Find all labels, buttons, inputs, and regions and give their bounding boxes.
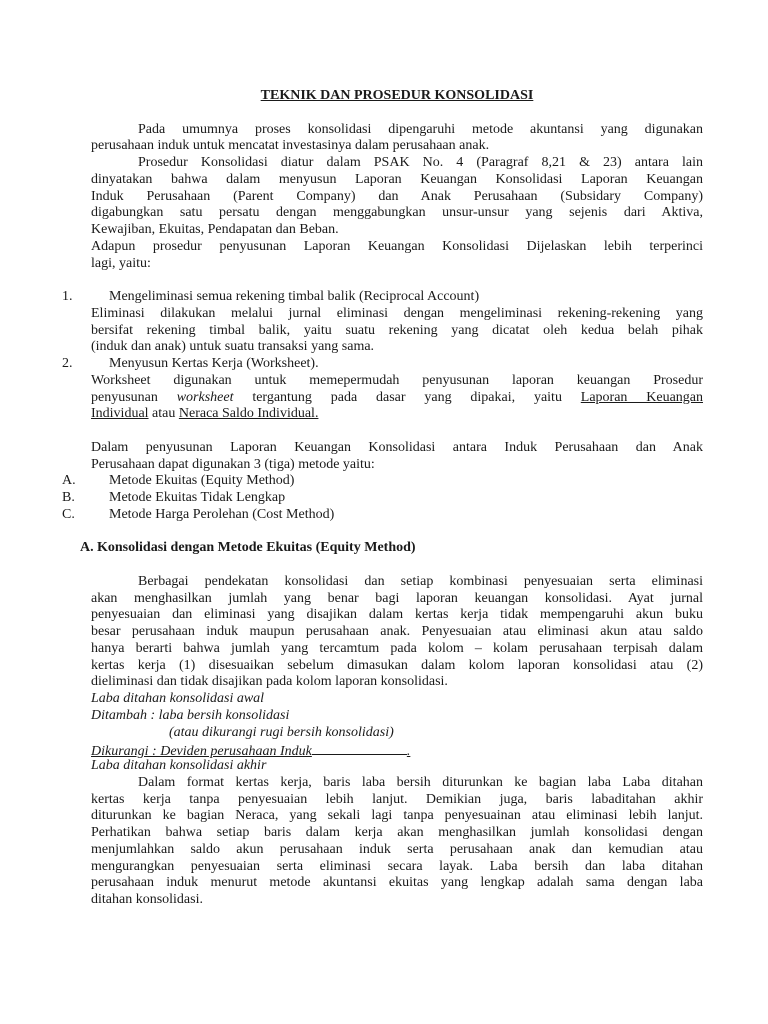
method-letter: B. [62, 490, 75, 505]
paragraph-line: perusahaan induk untuk mencatat investasinya dalam perusahaan anak. [91, 138, 490, 154]
text: tergantung pada dasar yang dipakai, yaitu [252, 389, 562, 405]
section-title: Konsolidasi dengan Metode Ekuitas (Equity Method) [97, 540, 416, 556]
paragraph-line: bersifat rekening timbal balik, yaitu suatu rekening yang dicatat oleh kedua belah pihak [91, 322, 703, 338]
paragraph-line: lagi, yaitu: [91, 255, 151, 271]
underlined-term: Neraca Saldo Individual. [178, 406, 319, 422]
paragraph-line: perusahaan induk menurut metode akuntansi ekuitas yang lengkap adalah sama dengan laba [91, 875, 703, 891]
paragraph-line: Prosedur Konsolidasi diatur dalam PSAK No. 4 (Paragraf 8,21 & 23) antara lain [138, 155, 703, 170]
paragraph-line: Eliminasi dilakukan melalui jurnal eliminasi dengan mengeliminasi rekening-rekening yang [91, 305, 703, 321]
method-item [62, 490, 703, 507]
paragraph-line [91, 390, 703, 407]
paragraph-line: diturunkan ke bagian Neraca, yang sekali lagi tanpa penyesuainan atau eliminasi lebih lanjut. [91, 808, 703, 824]
paragraph-line: Berbagai pendekatan konsolidasi dan setiap kombinasi penyesuaian serta eliminasi [138, 573, 703, 589]
paragraph-line: Kewajiban, Ekuitas, Pendapatan dan Beban. [91, 222, 339, 237]
step-number: 1. [62, 289, 73, 304]
method-item [62, 473, 703, 490]
paragraph-line: ditahan konsolidasi. [91, 892, 203, 907]
method-item [62, 506, 703, 524]
underlined-term: Individual [91, 406, 149, 422]
step-title: Mengeliminasi semua rekening timbal balik (Reciprocal Account) [109, 289, 480, 304]
method-letter: A. [62, 473, 76, 489]
formula-line: Laba ditahan konsolidasi awal [91, 691, 265, 706]
formula-end-mark: . [406, 744, 411, 760]
formula-line [91, 741, 703, 758]
italic-term: worksheet [176, 389, 234, 405]
paragraph-line: Induk Perusahaan (Parent Company) dan Anak Perusahaan (Subsidary Company) [91, 188, 703, 204]
step-2 [62, 356, 703, 373]
paragraph-line: menjumlahkan saldo akun perusahaan induk serta perusahaan anak dan kemudian atau [91, 841, 703, 857]
method-label: Metode Ekuitas Tidak Lengkap [109, 490, 286, 505]
section-number: A. [80, 540, 94, 556]
text: atau [152, 406, 176, 422]
paragraph-line: Pada umumnya proses konsolidasi dipengaruhi metode akuntansi yang digunakan [138, 121, 703, 137]
paragraph-line: dieliminasi dan tidak disajikan pada kolom laporan konsolidasi. [91, 674, 448, 690]
paragraph-line: digabungkan satu persatu dengan menggabungkan unsur-unsur yang sejenis dari Aktiva, [91, 205, 703, 221]
paragraph-line: Perusahaan dapat digunakan 3 (tiga) metode yaitu: [91, 456, 375, 472]
paragraph-line: besar perusahaan induk maupun perusahaan anak. Penyesuaian atau eliminasi akun atau saldo [91, 624, 703, 639]
paragraph-line: Worksheet digunakan untuk memepermudah penyusunan laporan keuangan Prosedur [91, 372, 703, 388]
paragraph-line: Adapun prosedur penyusunan Laporan Keuangan Konsolidasi Dijelaskan lebih terperinci [91, 238, 703, 254]
paragraph-line: Perhatikan bahwa setiap baris dalam kerja akan menghasilkan jumlah konsolidasi dengan [91, 825, 703, 840]
paragraph-line: kertas kerja tanpa penyesuaian lebih lanjut. Demikian juga, baris labaditahan akhir [91, 791, 703, 807]
paragraph-line [91, 406, 703, 423]
underlined-term: Laporan Keuangan [580, 389, 703, 405]
paragraph-line: Dalam penyusunan Laporan Keuangan Konsolidasi antara Induk Perusahaan dan Anak [91, 439, 703, 455]
step-number: 2. [62, 356, 73, 371]
paragraph-line: (induk dan anak) untuk suatu transaksi yang sama. [91, 339, 375, 355]
underline-fill [312, 741, 407, 755]
document-page [62, 88, 703, 909]
document-title: TEKNIK DAN PROSEDUR KONSOLIDASI [260, 88, 534, 103]
paragraph-line: Dalam format kertas kerja, baris laba bersih diturunkan ke bagian laba Laba ditahan [138, 774, 703, 790]
paragraph-line: hanya berarti bahwa jumlah yang tercamtum pada kolom – kolam perusahaan terpisah dalam [91, 640, 703, 656]
paragraph-line: penyesuaian dan eliminasi yang disajikan dalam kertas kerja tidak mempengaruhi akun buku [91, 607, 703, 623]
step-1 [62, 289, 703, 306]
paragraph-line: akan menghasilkan jumlah yang benar bagi laporan keuangan konsolidasi. Ayat jurnal [91, 590, 703, 606]
section-heading [80, 540, 703, 557]
method-letter: C. [62, 506, 75, 522]
text: penyusunan [91, 389, 158, 405]
formula-deduction: Dikurangi : Deviden perusahaan Induk [91, 744, 312, 760]
formula-line: Laba ditahan konsolidasi akhir [91, 758, 267, 773]
paragraph-line: kertas kerja (1) disesuaikan sebelum dimasukan dalam kolom laporan konsolidasi atau (2) [91, 657, 703, 673]
formula-line: Ditambah : laba bersih konsolidasi [91, 707, 290, 723]
step-title: Menyusun Kertas Kerja (Worksheet). [109, 356, 319, 371]
method-label: Metode Harga Perolehan (Cost Method) [109, 506, 335, 522]
method-label: Metode Ekuitas (Equity Method) [109, 473, 295, 489]
paragraph-line: dinyatakan bahwa dalam menyusun Laporan Keuangan Konsolidasi Laporan Keuangan [91, 171, 703, 187]
formula-line: (atau dikurangi rugi bersih konsolidasi) [169, 724, 394, 740]
paragraph-line: mengurangkan penyesuaian serta eliminasi secara layak. Laba bersih dan laba ditahan [91, 858, 703, 874]
